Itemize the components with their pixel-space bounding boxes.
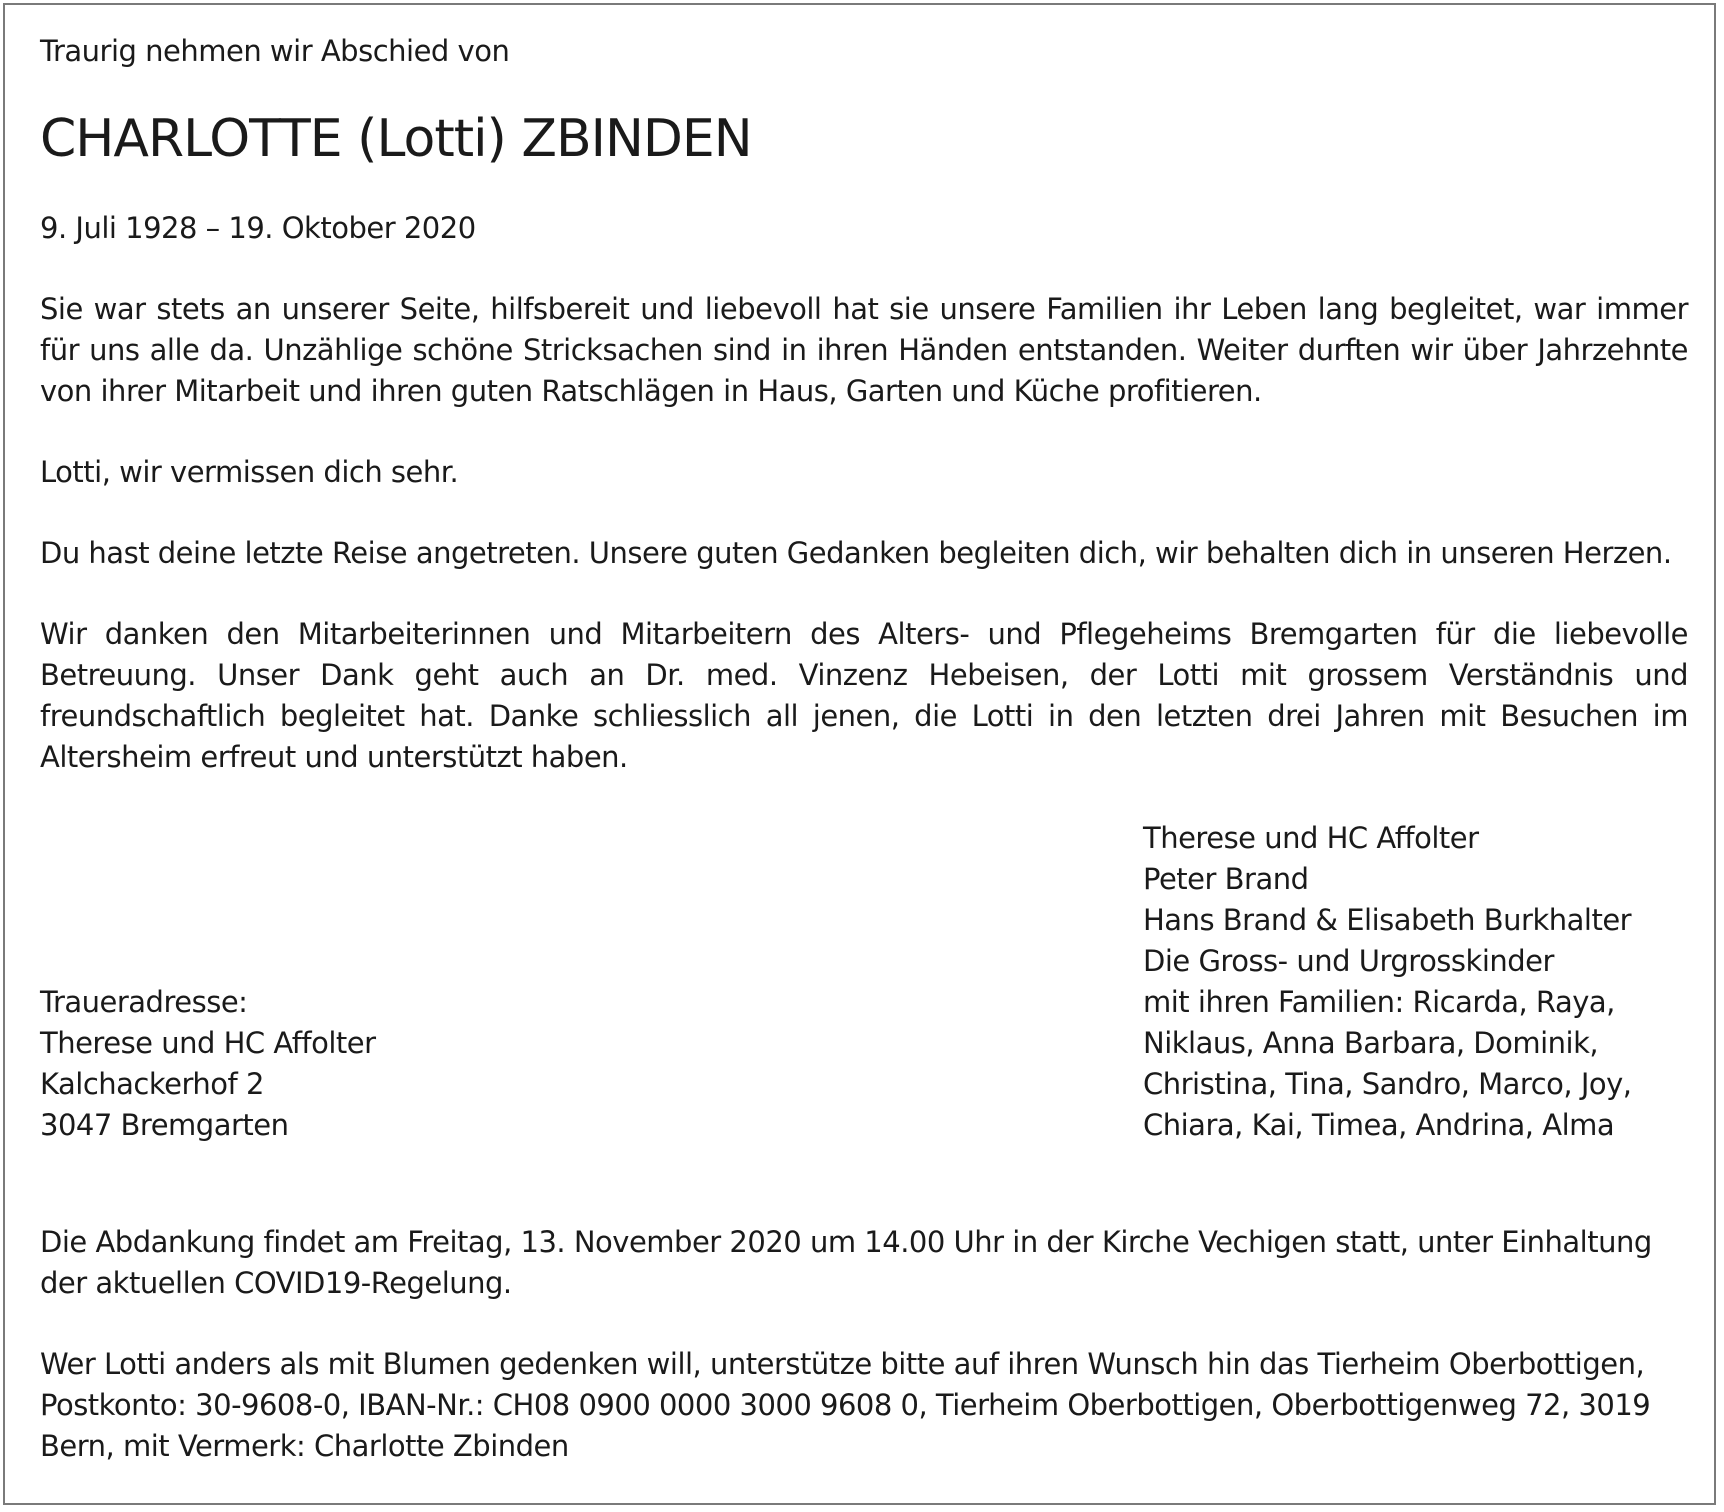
farewell-paragraph: Du hast deine letzte Reise angetreten. Unsere guten Gedanken begleiten dich, wir behalten dich in unseren Herzen.: [40, 536, 1672, 570]
donation-info: Wer Lotti anders als mit Blumen gedenken will, unterstütze bitte auf ihren Wunsch hin das Tierheim Oberbottigen, Postkonto: 30-9608-0, IBAN-Nr.: CH08 0900 0000 3000 9608 0, Tierheim Oberbottigen, Oberbottigenweg 72, 3019 Bern, mit Vermerk: Charlotte Zbinden: [40, 1347, 1651, 1463]
notice-content: [40, 31, 1688, 1467]
intro-line: Traurig nehmen wir Abschied von: [40, 34, 510, 68]
deceased-name: CHARLOTTE (Lotti) ZBINDEN: [40, 109, 752, 169]
signature-block: [40, 818, 1688, 1142]
funeral-info: Die Abdankung findet am Freitag, 13. November 2020 um 14.00 Uhr in der Kirche Vechigen statt, unter Einhaltung der aktuellen COVID19-Regelung.: [40, 1225, 1652, 1300]
address-line: Therese und HC Affolter: [40, 1026, 376, 1060]
obituary-notice: [3, 3, 1716, 1505]
miss-you-line: Lotti, wir vermissen dich sehr.: [40, 455, 459, 489]
mourning-address: [40, 982, 376, 1146]
family-line: Chiara, Kai, Timea, Andrina, Alma: [1143, 1108, 1615, 1142]
family-line: Peter Brand: [1143, 862, 1309, 896]
family-list: [1143, 818, 1688, 1146]
family-line: Die Gross- und Urgrosskinder: [1143, 944, 1554, 978]
family-line: Hans Brand & Elisabeth Burkhalter: [1143, 903, 1632, 937]
thanks-paragraph: Wir danken den Mitarbeiterinnen und Mitarbeitern des Alters- und Pflegeheims Bremgarten für die liebevolle Betreuung. Unser Dank geht auch an Dr. med. Vinzenz Hebeisen, der Lotti mit grossem Verständnis und freundschaftlich begleitet hat. Danke schliesslich all jenen, die Lotti in den letzten drei Jahren mit Besuchen im Altersheim erfreut und unterstützt haben.: [40, 617, 1688, 774]
family-line: Niklaus, Anna Barbara, Dominik,: [1143, 1026, 1599, 1060]
family-line: mit ihren Familien: Ricarda, Raya,: [1143, 985, 1615, 1019]
address-line: Kalchackerhof 2: [40, 1067, 264, 1101]
address-line: 3047 Bremgarten: [40, 1108, 289, 1142]
family-line: Christina, Tina, Sandro, Marco, Joy,: [1143, 1067, 1632, 1101]
life-dates: 9. Juli 1928 – 19. Oktober 2020: [40, 211, 476, 245]
address-label: Traueradresse:: [40, 985, 248, 1019]
tribute-paragraph: Sie war stets an unserer Seite, hilfsbereit und liebevoll hat sie unsere Familien ihr Leben lang begleitet, war immer für uns alle da. Unzählige schöne Stricksachen sind in ihren Händen entstanden. Weiter durften wir über Jahrzehnte von ihrer Mitarbeit und ihren guten Ratschlägen in Haus, Garten und Küche profitieren.: [40, 292, 1688, 408]
family-line: Therese und HC Affolter: [1143, 821, 1479, 855]
